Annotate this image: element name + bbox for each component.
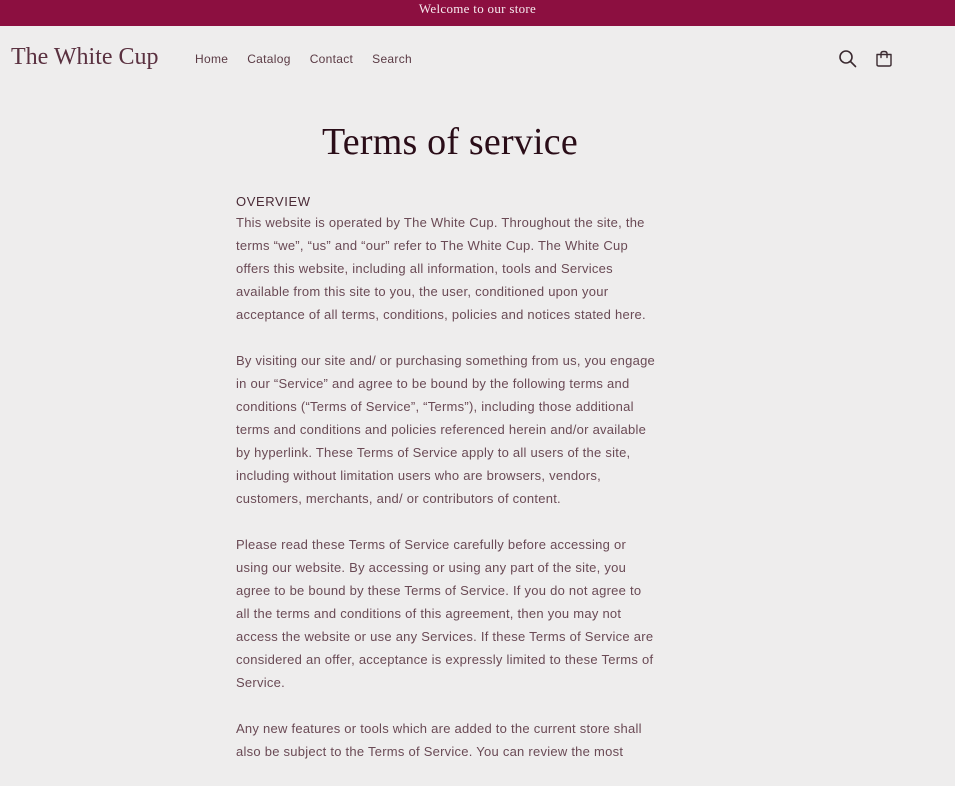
nav-item-home[interactable]: Home	[195, 52, 229, 66]
site-header	[0, 26, 955, 92]
search-button[interactable]	[838, 49, 858, 69]
paragraph: This website is operated by The White Cup. Throughout the site, the terms “we”, “us” and “our” refer to The White Cup. The White Cup offers this website, including all information, tools and Services available from this site to you, the user, conditioned upon your acceptance of all terms, conditions, policies and notices stated here.	[236, 215, 646, 322]
nav-item-search[interactable]: Search	[372, 52, 412, 66]
cart-button[interactable]	[874, 49, 894, 69]
nav-item-contact[interactable]: Contact	[309, 52, 354, 66]
paragraph: By visiting our site and/ or purchasing something from us, you engage in our “Service” and agree to be bound by the following terms and conditions (“Terms of Service”, “Terms”), including those additional terms and conditions and policies referenced herein and/or available by hyperlink. These Terms of Service apply to all users of the site, including without limitation users who are browsers, vendors, customers, merchants, and/ or contributors of content.	[236, 353, 656, 506]
paragraph: Any new features or tools which are added to the current store shall also be subject to the Terms of Service. You can review the most	[236, 721, 642, 759]
announcement-bar	[0, 0, 955, 26]
page-title: Terms of service	[322, 121, 578, 163]
terms-content	[236, 193, 676, 786]
nav-item-catalog[interactable]: Catalog	[247, 52, 291, 66]
cart-icon	[874, 49, 894, 69]
store-logo[interactable]: The White Cup	[11, 44, 159, 70]
section-heading: OVERVIEW	[236, 194, 311, 209]
main-nav	[195, 52, 412, 66]
announcement-text: Welcome to our store	[418, 1, 537, 16]
paragraph: Please read these Terms of Service carefully before accessing or using our website. By accessing or using any part of the site, you agree to be bound by these Terms of Service. If you do not agree to all the terms and conditions of this agreement, then you may not access the website or use any Services. If these Terms of Service are considered an offer, acceptance is expressly limited to these Terms of Service.	[236, 537, 654, 690]
search-icon	[838, 49, 858, 69]
